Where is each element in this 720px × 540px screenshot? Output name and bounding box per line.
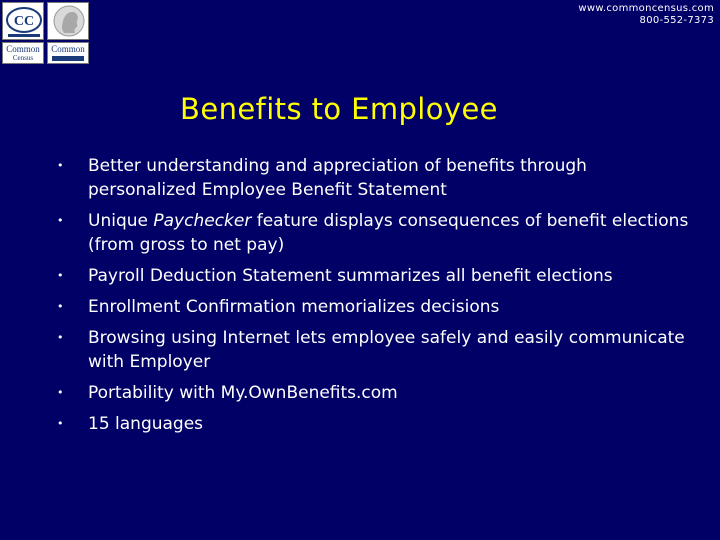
common-benefits-logo (47, 42, 89, 64)
bullet-dot-icon: • (57, 417, 64, 430)
common-census-logo (2, 42, 44, 64)
bullet-dot-icon: • (57, 269, 64, 282)
website-link[interactable]: www.commoncensus.com (578, 3, 714, 14)
bullet-text: Better understanding and appreciation of benefits through personalized Employee Benefit Statement (88, 156, 587, 200)
bullet-text: Browsing using Internet lets employee safely and easily communicate with Employer (88, 328, 685, 372)
bullet-item (54, 209, 690, 257)
svg-text:CC: CC (13, 14, 35, 29)
bullet-item (54, 412, 690, 436)
bullet-text: Enrollment Confirmation memorializes decisions (88, 297, 500, 317)
bullet-dot-icon: • (57, 386, 64, 399)
bullet-text-prefix: Unique (88, 211, 154, 231)
bullet-dot-icon: • (57, 331, 64, 344)
bullet-item (54, 381, 690, 405)
logo-benefits-line1: Common (51, 44, 85, 54)
bullet-list (54, 154, 690, 443)
profile-medallion-icon (47, 2, 89, 40)
bullet-item (54, 154, 690, 202)
logo-census-line2: Census (12, 54, 34, 62)
bullet-item (54, 295, 690, 319)
logo-benefits-strip (52, 56, 84, 61)
company-logos (0, 0, 92, 66)
bullet-dot-icon: • (57, 214, 64, 227)
bullet-text: 15 languages (88, 414, 204, 434)
bullet-dot-icon: • (57, 300, 64, 313)
phone-number: 800-552-7373 (639, 15, 714, 26)
logo-census-line1: Common (6, 44, 40, 54)
bullet-text: Portability with My.OwnBenefits.com (88, 383, 398, 403)
slide-title: Benefits to Employee (180, 92, 498, 126)
paychecker-term: Paychecker (153, 211, 252, 231)
bullet-dot-icon: • (57, 159, 64, 172)
contact-info (578, 3, 714, 27)
bullet-item (54, 326, 690, 374)
bullet-text: Payroll Deduction Statement summarizes all benefit elections (88, 266, 613, 286)
bullet-item (54, 264, 690, 288)
cc-logo-icon (2, 2, 44, 40)
bullet-text-suffix: feature displays consequences of benefit elections (from gross to net pay) (88, 211, 689, 255)
